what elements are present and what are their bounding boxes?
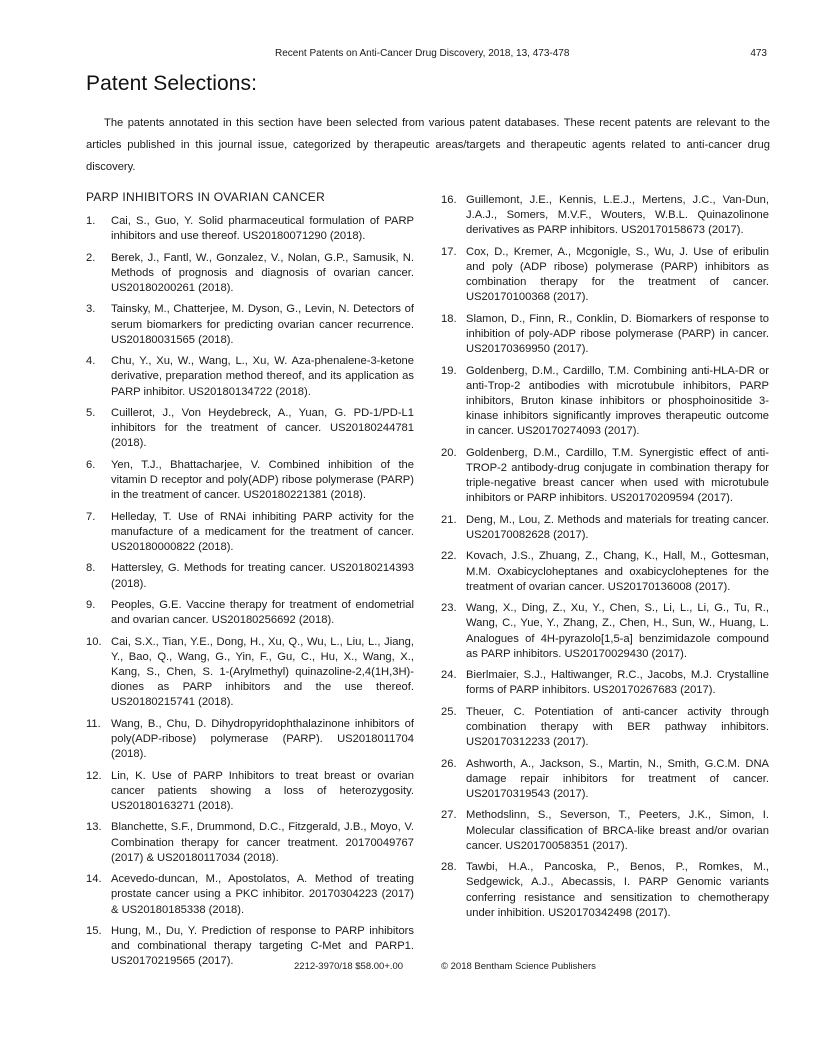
reference-text: Acevedo-duncan, M., Apostolatos, A. Method of treating prostate cancer using a PKC inhibitor. 20170304223 (2017) & US20180185338 (2018). (111, 873, 414, 916)
reference-text: Cai, S.X., Tian, Y.E., Dong, H., Xu, Q., Wu, L., Liu, L., Jiang, Y., Bao, Q., Wang, G., Yin, F., Gu, C., Hu, X., Wang, X., Kang, S., Chen, S. 1-(Arylmethyl) quinazoline-2,4(1H,3H)-diones as PARP inhibitors and the use thereof. US20180215741 (2018). (111, 635, 414, 709)
reference-text: Goldenberg, D.M., Cardillo, T.M. Combining anti-HLA-DR or anti-Trop-2 antibodies with microtubule inhibitors, PARP inhibitors, Bruton kinase inhibitors or phosphoinositide 3-kinase inhibitors significantly improves therapeutic outcome in cancer. US20170274093 (2017). (466, 364, 769, 438)
reference-item (441, 513, 769, 543)
footer-issn: 2212-3970/18 $58.00+.00 (294, 961, 404, 972)
reference-item (86, 302, 414, 348)
reference-item (441, 446, 769, 507)
reference-number: 7. (86, 510, 96, 523)
reference-number: 4. (86, 355, 96, 368)
reference-item (86, 354, 414, 400)
reference-text: Chu, Y., Xu, W., Wang, L., Xu, W. Aza-phenalene-3-ketone derivative, preparation method thereof, and its application as PARP inhibitor. US20180134722 (2018). (111, 355, 414, 398)
reference-number: 19. (441, 364, 457, 377)
reference-text: Berek, J., Fantl, W., Gonzalez, V., Nolan, G.P., Samusik, N. Methods of prognosis and diagnosis of ovarian cancer. US20180200261 (2018). (111, 251, 414, 294)
reference-item (441, 860, 769, 921)
reference-number: 28. (441, 861, 457, 874)
reference-number: 13. (86, 821, 102, 834)
reference-list-right (441, 193, 769, 921)
reference-item (441, 245, 769, 306)
page-number: 473 (750, 48, 767, 59)
reference-text: Goldenberg, D.M., Cardillo, T.M. Synergistic effect of anti-TROP-2 antibody-drug conjugate in combination therapy for triple-negative breast cancer when used with microtubule inhibitors or PARP inhibitors. US20170209594 (2017). (466, 446, 769, 505)
reference-number: 12. (86, 769, 102, 782)
reference-item (441, 312, 769, 358)
reference-item (86, 872, 414, 918)
reference-text: Ashworth, A., Jackson, S., Martin, N., Smith, G.C.M. DNA damage repair inhibitors for treatment of cancer. US20170319543 (2017). (466, 757, 769, 800)
footer-copyright: © 2018 Bentham Science Publishers (441, 961, 596, 972)
reference-item (86, 717, 414, 763)
left-column (86, 190, 414, 976)
reference-text: Helleday, T. Use of RNAi inhibiting PARP activity for the manufacture of a medicament for the treatment of cancer. US20180000822 (2018). (111, 510, 414, 553)
reference-text: Blanchette, S.F., Drummond, D.C., Fitzgerald, J.B., Moyo, V. Combination therapy for cancer treatment. 20170049767 (2017) & US20180117034 (2018). (111, 821, 414, 864)
reference-number: 11. (86, 717, 101, 730)
reference-number: 1. (86, 215, 96, 227)
right-column (441, 193, 769, 927)
intro-paragraph: The patents annotated in this section have been selected from various patent databases. These recent patents are relevant to the articles published in this journal issue, categorized by therapeutic areas/targets and therapeutic agents related to anti-cancer drug discovery. (86, 117, 770, 173)
reference-text: Hung, M., Du, Y. Prediction of response to PARP inhibitors and combinational therapy targeting C-Met and PARP1. US20170219565 (2017). (111, 924, 414, 968)
reference-number: 10. (86, 635, 102, 648)
reference-item (86, 769, 414, 815)
reference-item (441, 193, 769, 239)
reference-text: Yen, T.J., Bhattacharjee, V. Combined inhibition of the vitamin D receptor and poly(ADP) ribose polymerase (PARP) in the treatment of cancer. US20180221381 (2018). (111, 458, 414, 502)
reference-number: 6. (86, 458, 96, 471)
reference-number: 14. (86, 873, 102, 886)
reference-item (86, 458, 414, 504)
reference-number: 24. (441, 669, 457, 682)
reference-text: Cuillerot, J., Von Heydebreck, A., Yuan, G. PD-1/PD-L1 inhibitors for the treatment of cancer. US20180244781 (2018). (111, 406, 414, 450)
reference-item (86, 214, 414, 244)
reference-text: Kovach, J.S., Zhuang, Z., Chang, K., Hall, M., Gottesman, M.M. Oxabicycloheptanes and oxabicycloheptenes for the treatment of ovarian cancer. US20170136008 (2017). (466, 550, 769, 593)
reference-number: 8. (86, 562, 96, 575)
running-head (260, 48, 770, 62)
reference-item (441, 705, 769, 751)
reference-number: 17. (441, 245, 457, 258)
reference-text: Methodslinn, S., Severson, T., Peeters, J.K., Simon, I. Molecular classification of BRCA-like breast and/or ovarian cancer. US20170058351 (2017). (466, 809, 769, 852)
reference-number: 18. (441, 312, 457, 325)
reference-number: 26. (441, 757, 457, 770)
reference-text: Bierlmaier, S.J., Haltiwanger, R.C., Jacobs, M.J. Crystalline forms of PARP inhibitors. US20170267683 (2017). (466, 669, 769, 697)
page-title: Patent Selections: (86, 72, 258, 95)
reference-number: 9. (86, 598, 96, 611)
reference-item (441, 757, 769, 803)
reference-item (86, 251, 414, 297)
reference-text: Slamon, D., Finn, R., Conklin, D. Biomarkers of response to inhibition of poly-ADP ribose polymerase (PARP) in cancer. US20170369950 (2017). (466, 312, 769, 356)
reference-number: 21. (441, 513, 457, 526)
reference-text: Theuer, C. Potentiation of anti-cancer activity through combination therapy with BER pathway inhibitors. US20170312233 (2017). (466, 705, 769, 749)
reference-list-left (86, 214, 414, 970)
reference-text: Cox, D., Kremer, A., Mcgonigle, S., Wu, J. Use of eribulin and poly (ADP ribose) polymerase (PARP) inhibitors as combination therapy for the treatment of cancer. US20170100368 (2017). (466, 245, 769, 304)
reference-number: 25. (441, 705, 457, 718)
reference-item (86, 635, 414, 711)
reference-text: Wang, B., Chu, D. Dihydropyridophthalazinone inhibitors of poly(ADP-ribose) polymerase (PARP). US2018011704 (2018). (111, 717, 414, 761)
reference-text: Lin, K. Use of PARP Inhibitors to treat breast or ovarian cancer patients showing a loss of heterozygosity. US20180163271 (2018). (111, 769, 414, 812)
reference-text: Cai, S., Guo, Y. Solid pharmaceutical formulation of PARP inhibitors and use thereof. US20180071290 (2018). (111, 215, 414, 243)
reference-number: 16. (441, 194, 457, 206)
reference-item (86, 561, 414, 591)
reference-item (86, 820, 414, 866)
reference-number: 15. (86, 924, 102, 937)
reference-text: Hattersley, G. Methods for treating cancer. US20180214393 (2018). (111, 562, 414, 590)
reference-number: 5. (86, 406, 96, 419)
reference-item (441, 668, 769, 698)
reference-number: 22. (441, 550, 457, 563)
reference-text: Wang, X., Ding, Z., Xu, Y., Chen, S., Li, L., Li, G., Tu, R., Wang, C., Yue, Y., Zhang, Z., Chen, H., Sun, W., Huang, L. Analogues of 4H-pyrazolo[1,5-a] benzimidazole compound as PARP inhibitors. US20170029430 (2017). (466, 602, 769, 660)
reference-number: 27. (441, 809, 457, 822)
reference-item (441, 601, 769, 662)
reference-text: Tawbi, H.A., Pancoska, P., Benos, P., Romkes, M., Sedgewick, A.J., Abecassis, I. PARP Genomic variants conferring resistance and sensitization to chemotherapy under inhibition. US20170342498 (2017). (466, 861, 769, 919)
reference-number: 23. (441, 602, 457, 615)
journal-citation: Recent Patents on Anti-Cancer Drug Discovery, 2018, 13, 473-478 (275, 48, 570, 59)
reference-text: Deng, M., Lou, Z. Methods and materials for treating cancer. US20170082628 (2017). (466, 513, 769, 541)
reference-text: Tainsky, M., Chatterjee, M. Dyson, G., Levin, N. Detectors of serum biomarkers for predicting ovarian cancer recurrence. US20180031565 (2018). (111, 303, 414, 346)
reference-number: 2. (86, 251, 96, 264)
reference-text: Guillemont, J.E., Kennis, L.E.J., Mertens, J.C., Van-Dun, J.A.J., Somers, M.V.F., Wouters, W.B.L. Quinazolinone derivatives as PARP inhibitors. US20170158673 (2017). (466, 194, 769, 237)
reference-number: 20. (441, 446, 457, 459)
reference-item (441, 549, 769, 595)
reference-item (86, 598, 414, 628)
section-heading: PARP INHIBITORS IN OVARIAN CANCER (86, 190, 326, 204)
reference-item (86, 510, 414, 556)
reference-text: Peoples, G.E. Vaccine therapy for treatment of endometrial and ovarian cancer. US20180256692 (2018). (111, 598, 414, 627)
reference-item (441, 364, 769, 440)
reference-item (86, 406, 414, 452)
reference-item (441, 808, 769, 854)
reference-number: 3. (86, 303, 96, 316)
